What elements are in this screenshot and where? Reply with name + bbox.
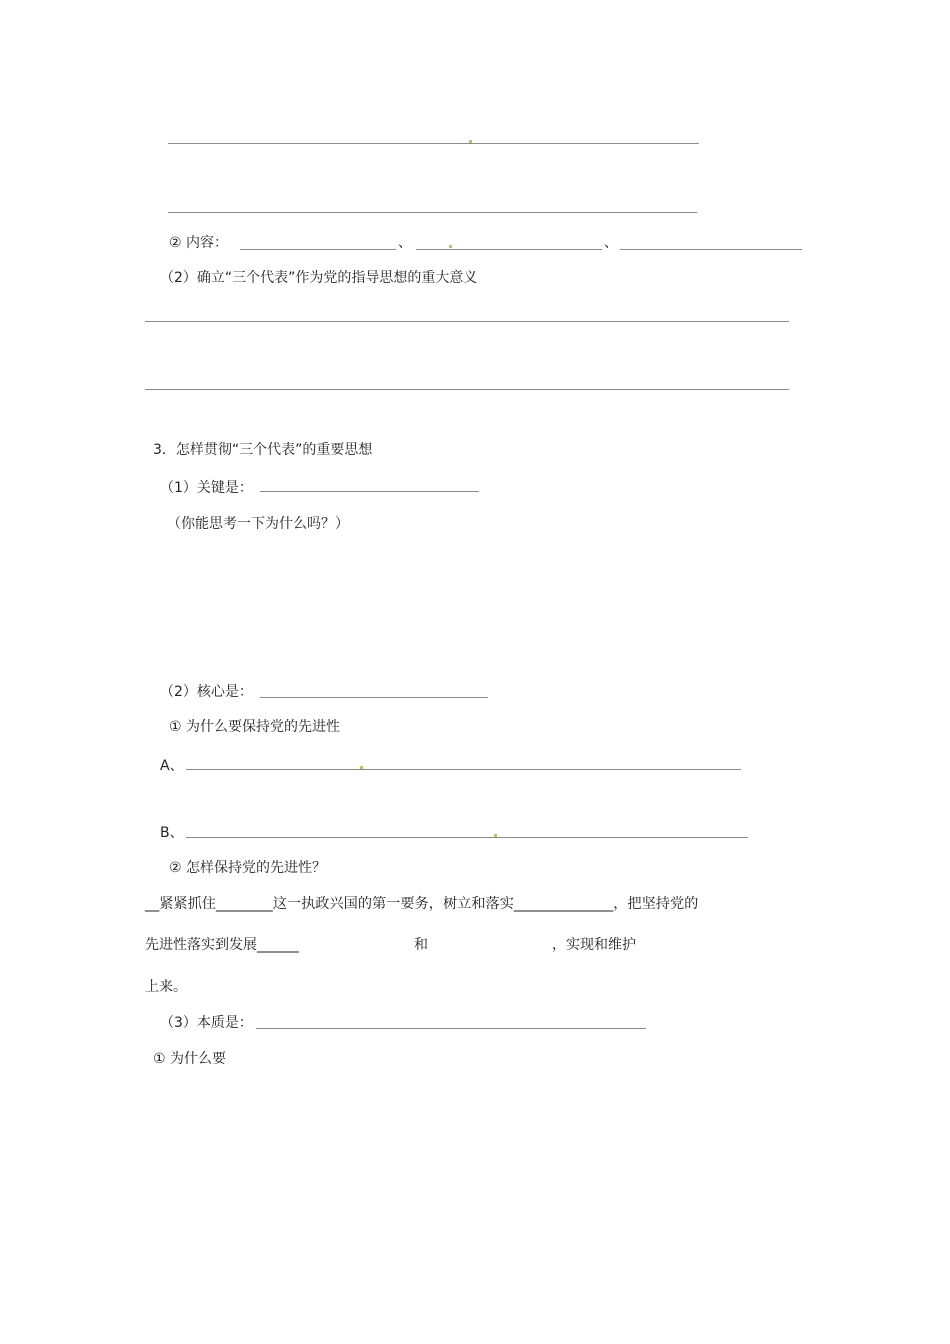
content-label: ② 内容：	[169, 235, 229, 251]
content-blank-3[interactable]	[620, 249, 802, 250]
answer-line[interactable]	[145, 321, 789, 322]
answer-line[interactable]	[145, 389, 789, 390]
answer-line[interactable]	[168, 212, 697, 213]
fill-line-2-and: 和	[414, 937, 428, 953]
marker-dot	[449, 245, 452, 248]
fill-line-1: __紧紧抓住________这一执政兴国的第一要务，树立和落实______________，把坚持党的	[145, 896, 699, 912]
content-blank-2[interactable]	[416, 249, 602, 250]
essence-label: （3）本质是：	[160, 1015, 253, 1031]
key-label: （1）关键是：	[160, 480, 253, 496]
marker-dot	[494, 834, 497, 837]
how-heading: ② 怎样保持党的先进性？	[169, 860, 327, 876]
core-label: （2）核心是：	[160, 684, 253, 700]
item-a-blank[interactable]	[186, 769, 741, 770]
item-b-blank[interactable]	[186, 837, 748, 838]
core-blank[interactable]	[260, 697, 488, 698]
key-blank[interactable]	[260, 491, 479, 492]
separator: 、	[604, 235, 618, 251]
item-a-label: A、	[160, 758, 184, 774]
marker-dot	[469, 140, 472, 143]
essence-why: ① 为什么要	[153, 1051, 227, 1067]
why-heading: ① 为什么要保持党的先进性	[169, 719, 341, 735]
content-blank-1[interactable]	[240, 249, 396, 250]
fill-line-2-start: 先进性落实到发展______	[145, 937, 299, 953]
think-prompt: （你能思考一下为什么吗？）	[167, 516, 349, 532]
marker-dot	[360, 766, 363, 769]
significance-heading: （2）确立“三个代表”作为党的指导思想的重大意义	[160, 270, 478, 286]
fill-line-3: 上来。	[145, 979, 187, 995]
item-b-label: B、	[160, 825, 184, 841]
answer-line[interactable]	[168, 143, 699, 144]
fill-line-2-end: ，实现和维护	[552, 937, 636, 953]
essence-blank[interactable]	[256, 1028, 646, 1029]
separator: 、	[398, 235, 412, 251]
section-3-heading: 3．怎样贯彻“三个代表”的重要思想	[153, 442, 373, 458]
